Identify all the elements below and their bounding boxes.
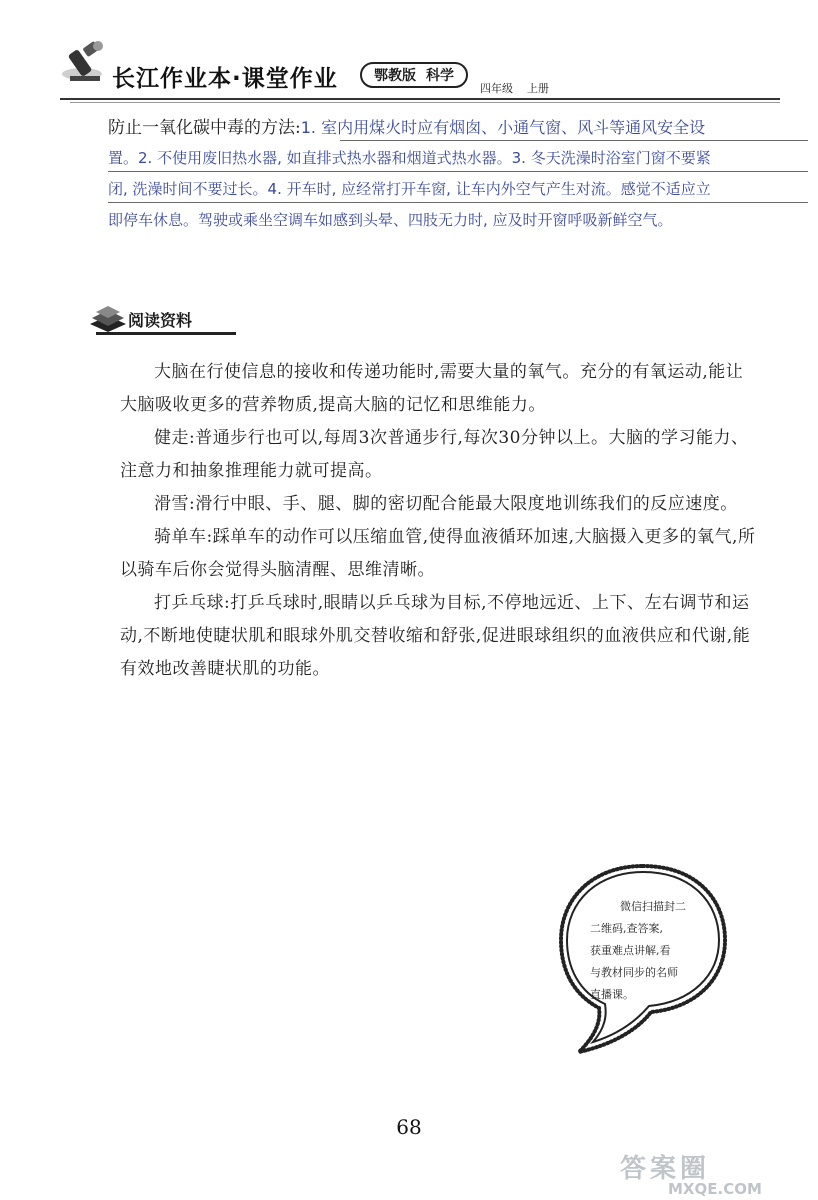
reading-paragraph: 打乒乓球:打乒乓球时,眼睛以乒乓球为目标,不停地远近、上下、左右调节和运动,不断地使睫状肌和眼球外肌交替收缩和舒张,促进眼球组织的血液供应和代谢,能有效地改善睫状肌的功能。: [120, 593, 751, 679]
grade-label: 四年级: [480, 82, 513, 95]
page-number: 68: [396, 1115, 422, 1139]
subject-label: 科学: [426, 68, 454, 84]
section-underline: [96, 332, 236, 335]
grade-info: [480, 80, 549, 96]
reading-paragraph: 健走:普通步行也可以,每周3次普通步行,每次30分钟以上。大脑的学习能力、注意力和抽象推理能力就可提高。: [120, 428, 749, 481]
edition-label: 鄂教版: [374, 68, 416, 84]
watermark-title: 答案圈: [620, 1154, 711, 1184]
series-title: 长江作业本·课堂作业: [112, 66, 338, 92]
volume-label: 上册: [527, 82, 549, 95]
answer-line: [108, 205, 808, 236]
section-header: [88, 300, 238, 340]
answer-text: 即停车休息。驾驶或乘坐空调车如感到头晕、四肢无力时, 应及时开窗呼吸新鲜空气。: [108, 211, 673, 229]
section-title: 阅读资料: [128, 311, 193, 330]
page-header: [60, 40, 780, 110]
reading-paragraph: 骑单车:踩单车的动作可以压缩血管,使得血液循环加速,大脑摄入更多的氧气,所以骑车后你会觉得头脑清醒、思维清晰。: [120, 527, 756, 580]
reading-paragraph: 滑雪:滑行中眼、手、腿、脚的密切配合能最大限度地训练我们的反应速度。: [154, 494, 738, 514]
header-divider-thin: [70, 102, 780, 103]
bubble-line: 直播课。: [590, 988, 634, 1001]
answer-text: 1. 室内用煤火时应有烟囱、小通气窗、风斗等通风安全设: [300, 118, 706, 137]
question-prompt: 防止一氧化碳中毒的方法:: [108, 118, 301, 138]
books-icon: [88, 302, 128, 336]
bubble-line: 与教材同步的名师: [590, 966, 678, 979]
bubble-text: [590, 896, 700, 1006]
bubble-line: 微信扫描封二: [620, 900, 686, 913]
answer-block: [108, 112, 808, 143]
answer-underline: [108, 171, 808, 172]
answer-line: [108, 112, 808, 143]
answer-underline: [108, 202, 808, 203]
answer-line: [108, 143, 808, 174]
answer-line: [108, 174, 808, 205]
watermark-url: MXQE.COM: [668, 1180, 762, 1198]
answer-underline: [340, 140, 808, 141]
answer-text: 置。2. 不使用废旧热水器, 如直排式热水器和烟道式热水器。3. 冬天洗澡时浴室门窗不要紧: [108, 149, 711, 167]
reading-paragraph: 大脑在行使信息的接收和传递功能时,需要大量的氧气。充分的有氧运动,能让大脑吸收更多的营养物质,提高大脑的记忆和思维能力。: [120, 362, 744, 415]
reading-material: [120, 356, 760, 686]
bubble-line: 二维码,查答案,: [590, 922, 663, 935]
answer-block-cont: [108, 143, 808, 236]
bubble-line: 获重难点讲解,看: [590, 944, 671, 957]
qr-tip-bubble: [555, 858, 730, 1058]
header-divider: [60, 98, 780, 100]
site-watermark: [620, 1148, 810, 1198]
flashlight-logo-icon: [60, 40, 120, 100]
answer-text: 闭, 洗澡时间不要过长。4. 开车时, 应经常打开车窗, 让车内外空气产生对流。感觉不适应立: [108, 180, 711, 198]
edition-badge: [360, 62, 468, 88]
